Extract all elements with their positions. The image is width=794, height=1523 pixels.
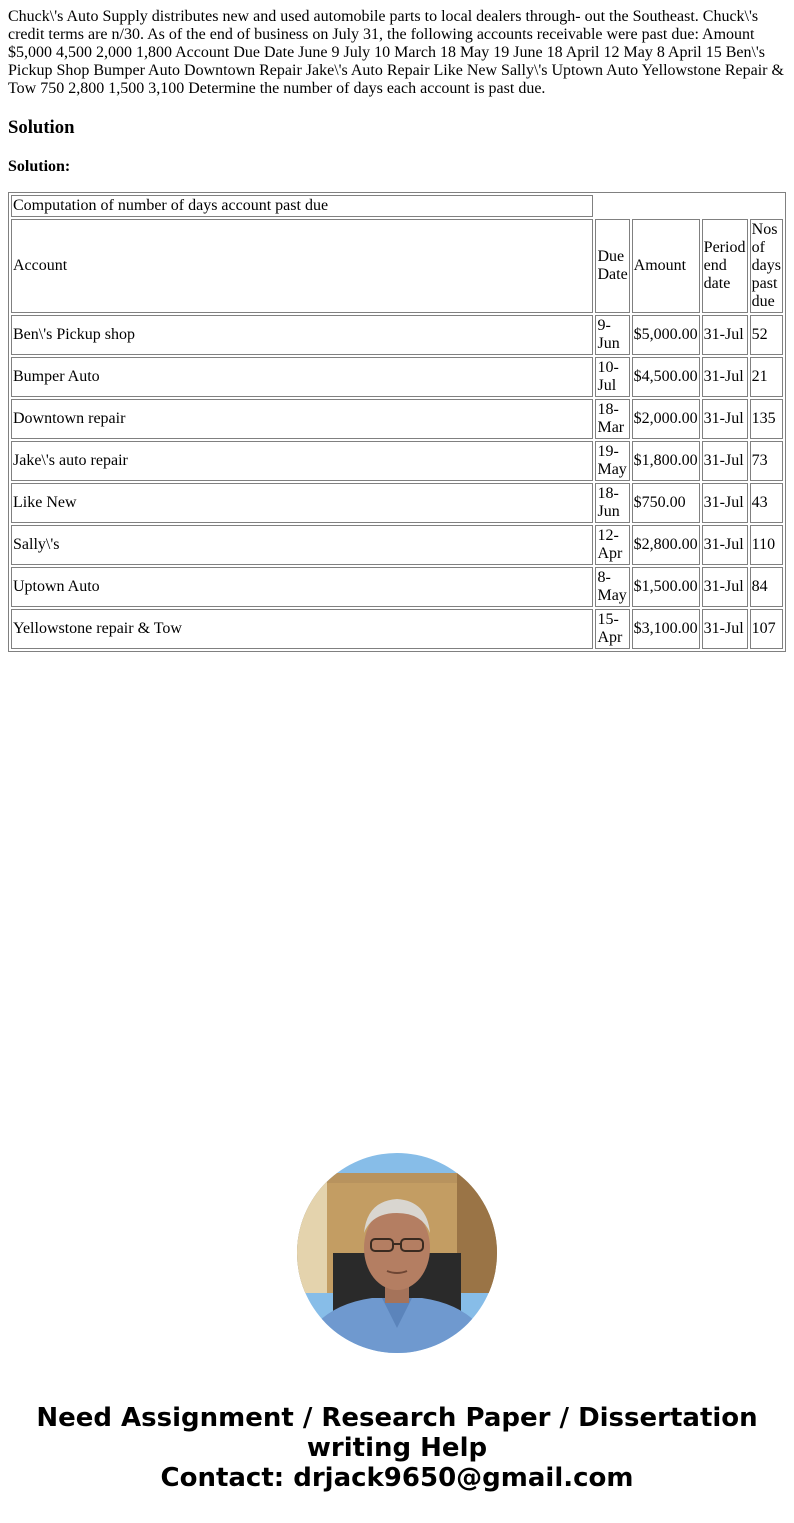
cell-period-end: 31-Jul <box>702 483 748 523</box>
cell-account: Sally\'s <box>11 525 593 565</box>
header-due-date: Due Date <box>595 219 629 313</box>
header-days-past-due: Nos of days past due <box>750 219 783 313</box>
cell-days: 110 <box>750 525 783 565</box>
document-body <box>0 0 794 652</box>
table-row <box>11 567 783 607</box>
cell-amount: $1,500.00 <box>632 567 700 607</box>
cell-period-end: 31-Jul <box>702 567 748 607</box>
cell-amount: $2,000.00 <box>632 399 700 439</box>
cell-period-end: 31-Jul <box>702 399 748 439</box>
cell-due-date: 12-Apr <box>595 525 629 565</box>
cell-days: 73 <box>750 441 783 481</box>
cell-account: Yellowstone repair & Tow <box>11 609 593 649</box>
cell-account: Like New <box>11 483 593 523</box>
solution-label: Solution: <box>8 158 71 175</box>
promo-line-contact: Contact: drjack9650@gmail.com <box>160 1463 634 1493</box>
cell-due-date: 9-Jun <box>595 315 629 355</box>
cell-days: 107 <box>750 609 783 649</box>
cell-due-date: 19-May <box>595 441 629 481</box>
header-account: Account <box>11 219 593 313</box>
cell-days: 135 <box>750 399 783 439</box>
cell-period-end: 31-Jul <box>702 609 748 649</box>
cell-account: Ben\'s Pickup shop <box>11 315 593 355</box>
solution-heading: Solution <box>8 117 75 138</box>
header-period-end: Period end date <box>702 219 748 313</box>
cell-period-end: 31-Jul <box>702 357 748 397</box>
cell-amount: $1,800.00 <box>632 441 700 481</box>
cell-amount: $2,800.00 <box>632 525 700 565</box>
past-due-table <box>8 192 786 652</box>
question-text: Chuck\'s Auto Supply distributes new and used automobile parts to local dealers through- out the Southeast. Chuck\'s credit terms are n/30. As of the end of business on July 31, the following accounts receivable were past due: Amount $5,000 4,500 2,000 1,800 Account Due Date June 9 July 10 March 18 May 19 June 18 April 12 May 8 April 15 Ben\'s Pickup Shop Bumper Auto Downtown Repair Jake\'s Auto Repair Like New Sally\'s Uptown Auto Yellowstone Repair & Tow 750 2,800 1,500 3,100 Determine the number of days each account is past due. <box>8 8 784 97</box>
cell-due-date: 18-Mar <box>595 399 629 439</box>
empty-cell <box>595 195 783 217</box>
cell-amount: $3,100.00 <box>632 609 700 649</box>
cell-period-end: 31-Jul <box>702 441 748 481</box>
table-row <box>11 609 783 649</box>
cell-due-date: 10-Jul <box>595 357 629 397</box>
cell-due-date: 8-May <box>595 567 629 607</box>
cell-period-end: 31-Jul <box>702 315 748 355</box>
cell-due-date: 18-Jun <box>595 483 629 523</box>
person-photo-icon <box>297 1153 497 1353</box>
cell-amount: $5,000.00 <box>632 315 700 355</box>
promo-line-help: Need Assignment / Research Paper / Dissertation writing Help <box>36 1403 758 1463</box>
cell-account: Uptown Auto <box>11 567 593 607</box>
table-row <box>11 441 783 481</box>
table-row <box>11 483 783 523</box>
cell-amount: $4,500.00 <box>632 357 700 397</box>
cell-account: Downtown repair <box>11 399 593 439</box>
table-caption-row <box>11 195 783 217</box>
cell-days: 52 <box>750 315 783 355</box>
table-caption: Computation of number of days account past due <box>11 195 593 217</box>
table-row <box>11 525 783 565</box>
table-row <box>11 315 783 355</box>
cell-due-date: 15-Apr <box>595 609 629 649</box>
cell-days: 21 <box>750 357 783 397</box>
table-row <box>11 357 783 397</box>
cell-amount: $750.00 <box>632 483 700 523</box>
table-row <box>11 399 783 439</box>
cell-account: Bumper Auto <box>11 357 593 397</box>
table-header-row <box>11 219 783 313</box>
promo-text <box>0 1403 794 1493</box>
promo-section <box>0 1153 794 1493</box>
cell-days: 43 <box>750 483 783 523</box>
cell-days: 84 <box>750 567 783 607</box>
cell-account: Jake\'s auto repair <box>11 441 593 481</box>
cell-period-end: 31-Jul <box>702 525 748 565</box>
header-amount: Amount <box>632 219 700 313</box>
